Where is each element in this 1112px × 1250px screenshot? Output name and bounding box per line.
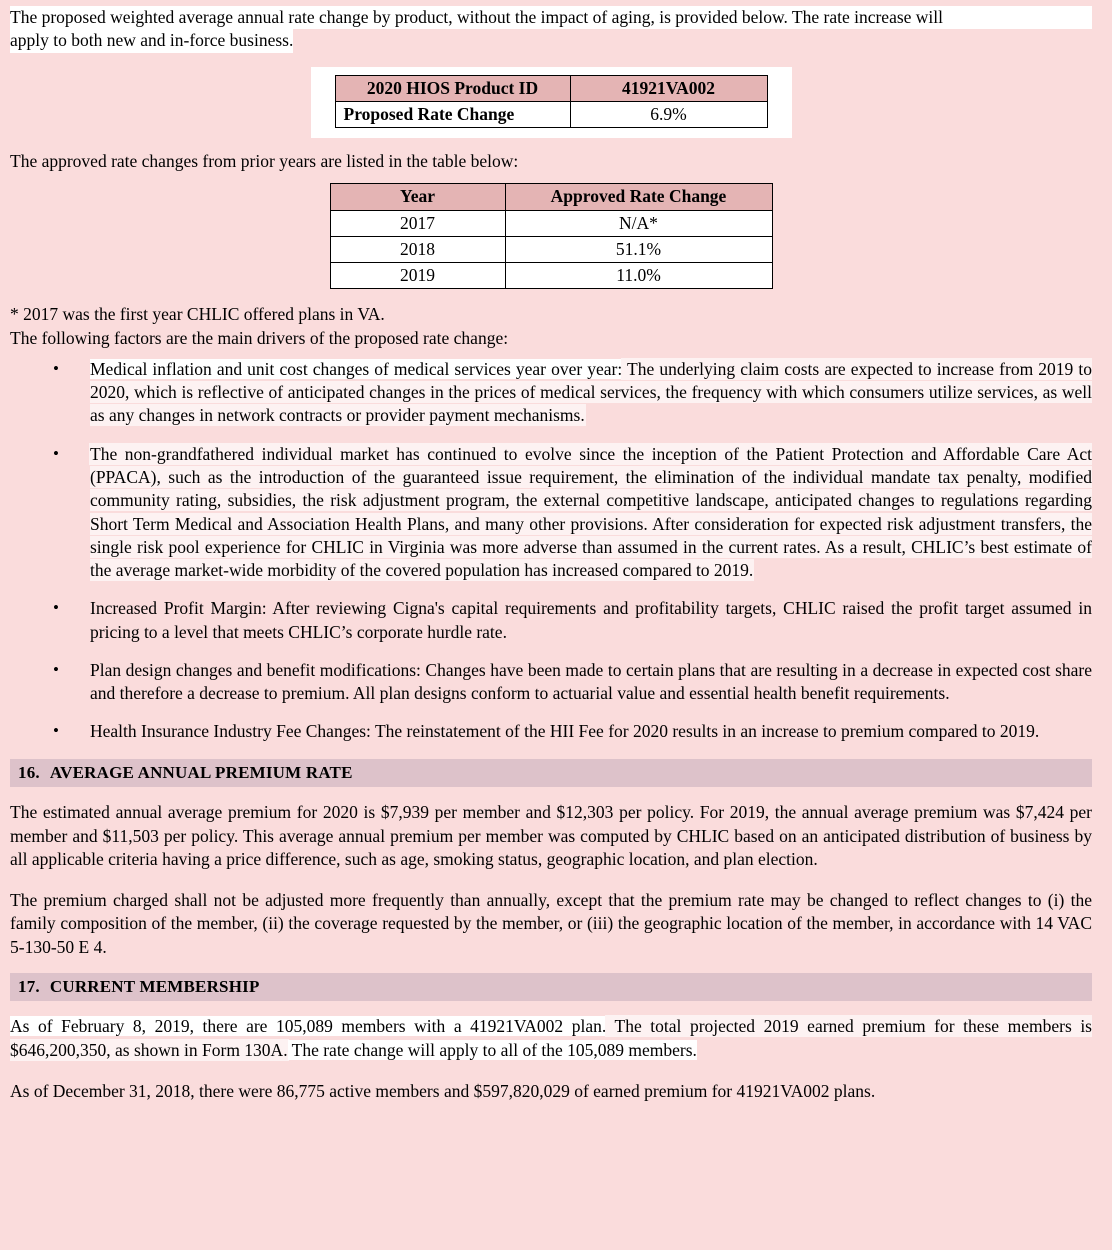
list-item xyxy=(10,597,1092,644)
section-number: 16. xyxy=(18,762,40,782)
cell-year: 2018 xyxy=(330,236,505,262)
intro-line-2: apply to both new and in-force business. xyxy=(10,29,293,52)
bullet-marker: • xyxy=(53,659,59,679)
table-header-row xyxy=(330,184,772,210)
list-item xyxy=(10,443,1092,583)
bullet-marker: • xyxy=(53,443,59,463)
section17-paragraph-1 xyxy=(10,1015,1092,1062)
section16-paragraph-1: The estimated annual average premium for 2020 is $7,939 per member and $12,303 per policy. For 2019, the annual average premium was $7,424 per member and $11,503 per policy. This average annual premium per member was computed by CHLIC based on an anticipated distribution of business by all applicable criteria having a price difference, such as age, smoking status, geographic location, and plan election. xyxy=(10,802,1092,869)
bullet-body-text: Plan design changes and benefit modifications: Changes have been made to certain plans that are resulting in a decrease in expected cost share and therefore a decrease to premium. All plan designs conform to actuarial value and essential health benefit requirements. xyxy=(90,659,1092,704)
hios-product-id-label: 2020 HIOS Product ID xyxy=(335,75,570,101)
bullet-marker: • xyxy=(53,358,59,378)
proposed-rate-table-wrapper xyxy=(10,67,1092,139)
cell-rate: N/A* xyxy=(505,210,772,236)
intro-line-1: The proposed weighted average annual rate change by product, without the impact of aging, is provided below. The rate increase will xyxy=(10,6,1092,29)
cell-rate: 11.0% xyxy=(505,263,772,289)
intro-paragraph xyxy=(10,6,1092,53)
section-heading-17 xyxy=(10,973,1092,1002)
section17-paragraph-2: As of December 31, 2018, there were 86,775 active members and $597,820,029 of earned premium for 41921VA002 plans. xyxy=(10,1080,876,1101)
drivers-intro: The following factors are the main drivers of the proposed rate change: xyxy=(10,327,509,348)
bullet-body-text: The underlying claim costs are expected to increase from 2019 to 2020, which is reflective of anticipated changes in the prices of medical services, the frequency with which consumers utilize services, as well as any changes in network contracts or provider payment mechanisms. xyxy=(90,358,1092,426)
bullet-body-text: Health Insurance Industry Fee Changes: The reinstatement of the HII Fee for 2020 results in an increase to premium compared to 2019. xyxy=(90,721,1040,742)
column-header-year: Year xyxy=(330,184,505,210)
list-item xyxy=(10,358,1092,428)
list-item xyxy=(10,659,1092,706)
prior-rate-changes-table xyxy=(330,183,773,289)
proposed-rate-change-label: Proposed Rate Change xyxy=(335,101,570,127)
membership-text-part-2: The total projected 2019 earned premium for these members is $646,200,350, as shown in Form 130A. xyxy=(10,1016,1092,1060)
bullet-body-text: Increased Profit Margin: After reviewing Cigna's capital requirements and profitability targets, CHLIC raised the profit target assumed in pricing to a level that meets CHLIC’s corporate hurdle rate. xyxy=(90,598,1092,642)
prior-rate-changes-table-wrapper xyxy=(10,183,1092,289)
membership-text-part-3: The rate change will apply to all of the 105,089 members. xyxy=(287,1039,697,1060)
hios-product-id-value: 41921VA002 xyxy=(570,75,767,101)
table-row xyxy=(335,101,767,127)
section-number: 17. xyxy=(18,976,40,996)
cell-rate: 51.1% xyxy=(505,236,772,262)
proposed-rate-table xyxy=(335,75,768,129)
bullet-marker: • xyxy=(53,598,59,618)
table-row xyxy=(330,263,772,289)
drivers-list xyxy=(10,358,1092,744)
section16-paragraph-2: The premium charged shall not be adjusted more frequently than annually, except that the premium rate may be changed to reflect changes to (i) the family composition of the member, (ii) the coverage requested by the member, or (iii) the geographic location of the member, in accordance with 14 VAC 5-130-50 E 4. xyxy=(10,890,1092,957)
column-header-approved-rate-change: Approved Rate Change xyxy=(505,184,772,210)
cell-year: 2017 xyxy=(330,210,505,236)
table-row xyxy=(335,75,767,101)
cell-year: 2019 xyxy=(330,263,505,289)
section-title: CURRENT MEMBERSHIP xyxy=(49,976,260,996)
footnote: * 2017 was the first year CHLIC offered plans in VA. xyxy=(10,304,385,325)
bullet-marker: • xyxy=(53,721,59,741)
prior-years-intro: The approved rate changes from prior years are listed in the table below: xyxy=(10,151,519,172)
proposed-rate-change-value: 6.9% xyxy=(570,101,767,127)
bullet-body-text: The non-grandfathered individual market has continued to evolve since the inception of the Patient Protection and Affordable Care Act (PPACA), such as the introduction of the guaranteed issue requirement, the elimination of the individual mandate tax penalty, modified community rating, subsidies, the risk adjustment program, the external competitive landscape, anticipated changes to regulations regarding Short Term Medical and Association Health Plans, and many other provisions. After consideration for expected risk adjustment transfers, the single risk pool experience for CHLIC in Virginia was more adverse than assumed in the current rates. As a result, CHLIC’s best estimate of the average market-wide morbidity of the covered population has increased compared to 2019. xyxy=(90,443,1092,581)
section-title: AVERAGE ANNUAL PREMIUM RATE xyxy=(49,762,353,782)
list-item xyxy=(10,720,1092,743)
table-row xyxy=(330,210,772,236)
table-row xyxy=(330,236,772,262)
bullet-lead-text: Medical inflation and unit cost changes of medical services year over year: xyxy=(90,358,623,379)
membership-text-part-1: As of February 8, 2019, there are 105,089 members with a 41921VA002 plan. xyxy=(10,1016,607,1037)
section-heading-16 xyxy=(10,759,1092,788)
